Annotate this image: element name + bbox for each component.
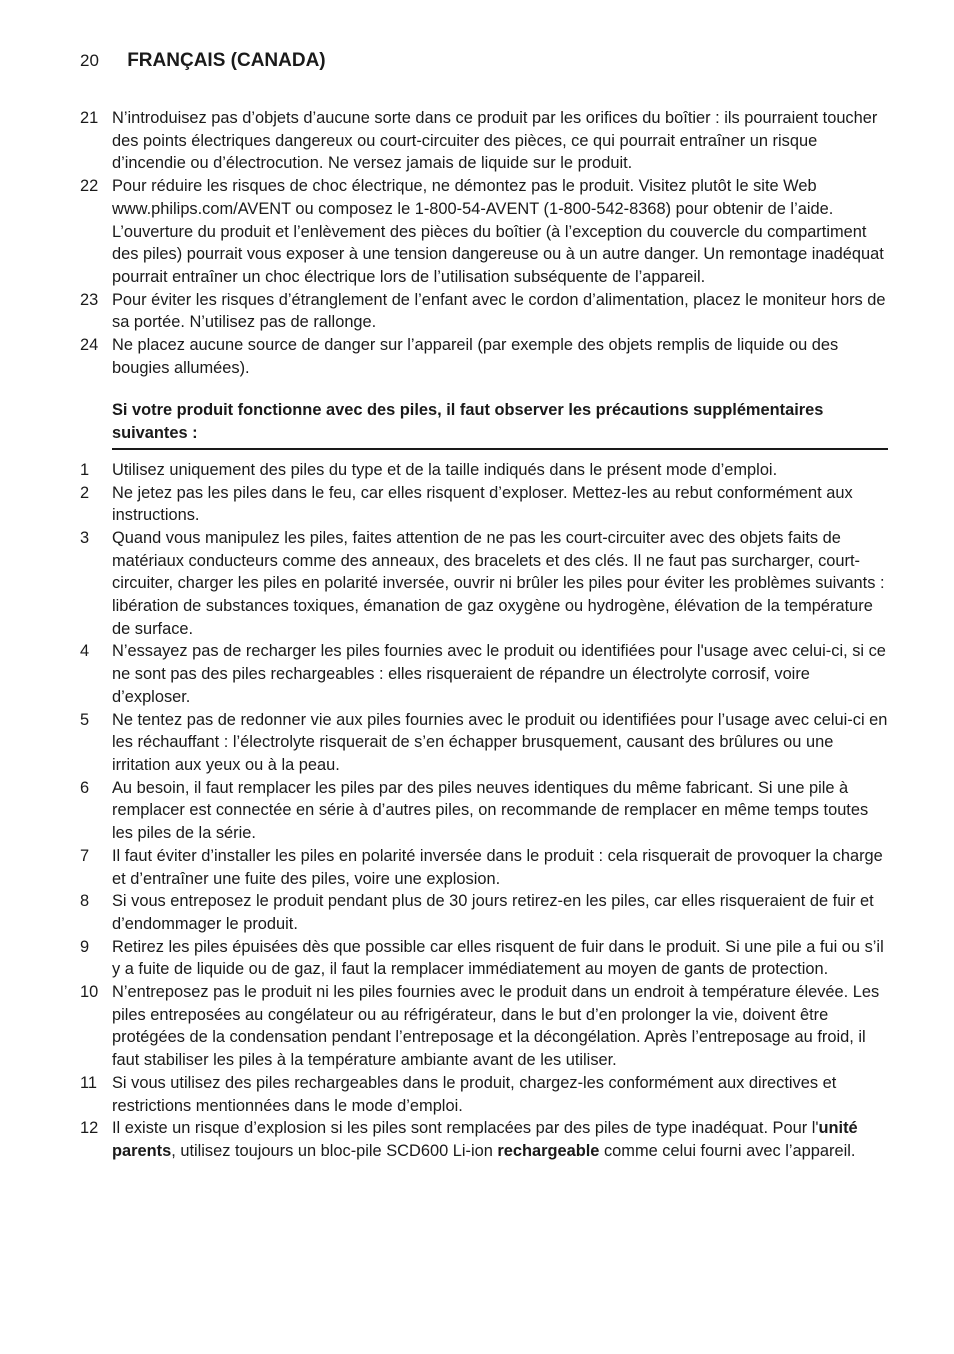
item-text: Ne tentez pas de redonner vie aux piles fournies avec le produit ou identifiées pour l’usage avec celui-ci en les réchauffant : l’électrolyte risquerait de s’en échapper brusquement, causant des brûlures ou une irritation aux yeux ou à la peau. [112, 710, 888, 774]
item-text: Ne jetez pas les piles dans le feu, car elles risquent d’exploser. Mettez-les au rebut conformément aux instructions. [112, 483, 853, 525]
item-number: 22 [80, 177, 99, 196]
item-text: Quand vous manipulez les piles, faites attention de ne pas les court-circuiter avec des objets faits de matériaux conducteurs comme des anneaux, des bracelets et des clés. Il ne faut pas surcharger, court-circuiter, charger les piles en polarité inversée, ouvrir ni brûler les piles pour éviter les problèmes suivants : libération de substances toxiques, émanation de gaz oxygène ou hydrogène, élévation de la température de surface. [112, 528, 885, 638]
item-number: 3 [80, 528, 90, 547]
list-item [80, 334, 888, 379]
item-number: 11 [80, 1073, 98, 1092]
document-body [80, 107, 888, 1163]
item-text: Il faut éviter d’installer les piles en polarité inversée dans le produit : cela risquerait de provoquer la charge et d’entraîner une fuite des piles, voire une explosion. [112, 846, 883, 888]
page-header [80, 49, 326, 73]
item-number: 2 [80, 483, 90, 502]
item-number: 1 [80, 460, 90, 479]
list-item [80, 936, 888, 981]
list-item [80, 709, 888, 777]
list-item [80, 482, 888, 527]
list-item [80, 289, 888, 334]
item-number: 8 [80, 892, 90, 911]
battery-heading: Si votre produit fonctionne avec des piles, il faut observer les précautions supplémentaires suivantes : [112, 401, 824, 443]
list-item [80, 890, 888, 935]
item-number: 10 [80, 983, 99, 1002]
item-number: 9 [80, 937, 90, 956]
list-item [80, 845, 888, 890]
list-item [80, 175, 888, 289]
battery-list [80, 459, 888, 1163]
item-text: Ne placez aucune source de danger sur l’appareil (par exemple des objets remplis de liquide ou des bougies allumées). [112, 336, 839, 377]
item-number: 21 [80, 109, 99, 127]
item-number: 23 [80, 290, 99, 309]
item-text: N’essayez pas de recharger les piles fournies avec le produit ou identifiées pour l'usage avec celui-ci, si ce ne sont pas des piles rechargeables : elles risqueraient de répandre un électrolyte corrosif, voire d’exploser. [112, 642, 886, 706]
list-item [80, 777, 888, 845]
item-number: 6 [80, 778, 90, 797]
safety-list [80, 107, 888, 379]
item-text: N’introduisez pas d’objets d’aucune sorte dans ce produit par les orifices du boîtier : ils pourraient toucher des points électriques dangereux ou court-circuiter des pièces, ce qui pourrait entraîner un risque d’incendie ou d’électrocution. Ne versez jamais de liquide sur le produit. [112, 109, 878, 173]
section-divider [112, 448, 888, 450]
item-text: Si vous utilisez des piles rechargeables dans le produit, chargez-les conformément aux directives et restrictions mentionnées dans le mode d’emploi. [112, 1073, 837, 1115]
item-text: Pour éviter les risques d’étranglement de l’enfant avec le cordon d’alimentation, placez le moniteur hors de sa portée. N’utilisez pas de rallonge. [112, 290, 886, 332]
item-text-part: comme celui fourni avec l’appareil. [599, 1141, 856, 1160]
item-text: N’entreposez pas le produit ni les piles fournies avec le produit dans un endroit à température élevée. Les piles entreposées au congélateur ou au réfrigérateur, dans le but d’en prolonger la vie, doivent être protégées de la condensation pendant l’entreposage et la décongélation. Après l’entreposage au froid, il faut stabiliser les piles à la température ambiante avant de les utiliser. [112, 983, 880, 1070]
item-text-part: , utilisez toujours un bloc-pile SCD600 Li-ion [171, 1141, 498, 1160]
list-item [80, 1117, 888, 1162]
list-item [80, 107, 888, 175]
list-item [80, 640, 888, 708]
item-number: 7 [80, 846, 90, 865]
list-item [80, 981, 888, 1072]
item-number: 12 [80, 1119, 99, 1138]
item-number: 4 [80, 642, 90, 661]
item-text: Au besoin, il faut remplacer les piles par des piles neuves identiques du même fabricant. Si une pile à remplacer est connectée en série à d’autres piles, on recommande de remplacer en même temps toutes les piles de la série. [112, 778, 869, 843]
list-item [80, 459, 888, 482]
item-text: Si vous entreposez le produit pendant plus de 30 jours retirez-en les piles, car elles risqueraient de fuir et d’endommager le produit. [112, 892, 874, 933]
item-text [112, 1117, 888, 1162]
item-text: Retirez les piles épuisées dès que possible car elles risquent de fuir dans le produit. Si une pile a fui ou s’il y a fuite de liquide ou de gaz, il faut la remplacer immédiatement au moyen de gants de protection. [112, 937, 884, 979]
page-number: 20 [80, 51, 99, 70]
item-number: 5 [80, 710, 90, 729]
item-text: Utilisez uniquement des piles du type et de la taille indiqués dans le présent mode d’emploi. [112, 460, 778, 479]
emphasis-unite-parents: unité parents [112, 1119, 858, 1160]
item-number: 24 [80, 336, 99, 355]
section-title: FRANÇAIS (CANADA) [127, 50, 326, 71]
item-text-part: Il existe un risque d’explosion si les piles sont remplacées par des piles de type inadéquat. Pour l' [112, 1119, 819, 1138]
list-item [80, 1072, 888, 1117]
item-text: Pour réduire les risques de choc électrique, ne démontez pas le produit. Visitez plutôt le site Web www.philips.com/AVENT ou composez le 1-800-54-AVENT (1-800-542-8368) pour obtenir de l’aide. L’ouverture du produit et l’enlèvement des pièces du boîtier (à l’exception du couvercle du compartiment des piles) pourrait vous exposer à une tension dangereuse ou à un autre danger. Un remontage inadéquat pourrait entraîner un choc électrique lors de l’utilisation subséquente de l’appareil. [112, 177, 884, 286]
emphasis-rechargeable: rechargeable [497, 1141, 600, 1160]
list-item [80, 527, 888, 641]
